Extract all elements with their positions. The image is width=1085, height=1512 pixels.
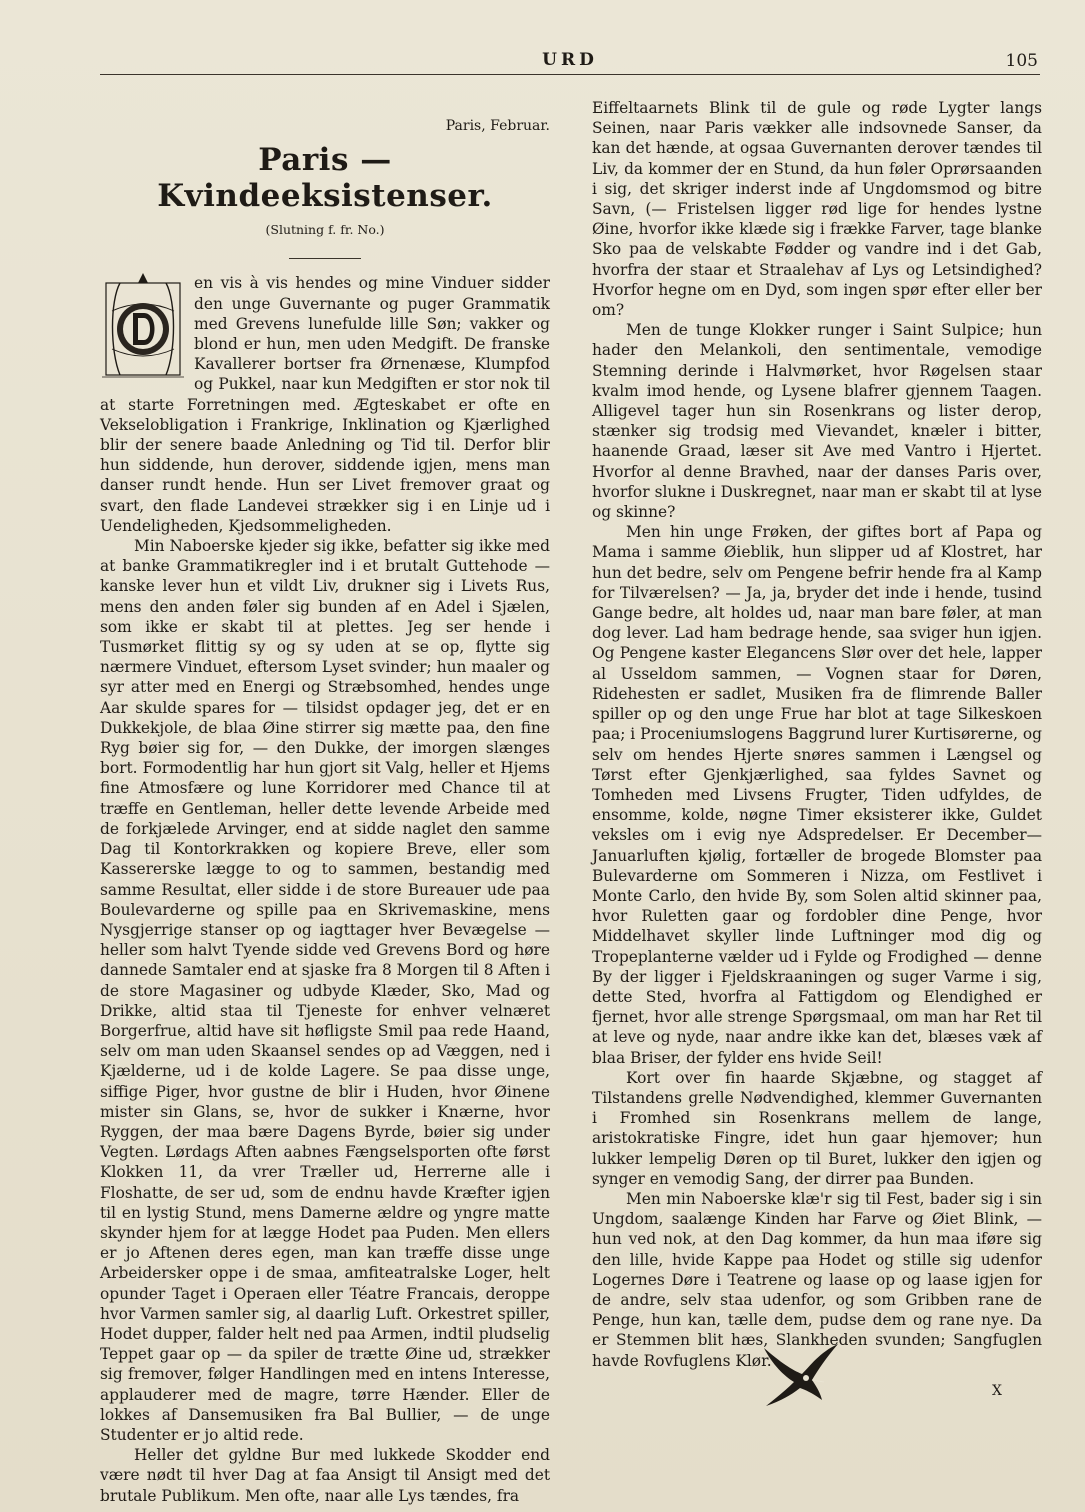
drop-cap-ornament-icon [100, 271, 186, 383]
page-number: 105 [1005, 51, 1038, 71]
journal-title: URD [542, 50, 598, 70]
ornamental-drop-cap [100, 271, 186, 383]
running-head [100, 50, 1040, 75]
article-title: Paris — Kvindeeksistenser. [157, 142, 493, 215]
swallow-vignette-icon [760, 1340, 844, 1410]
left-paragraph-2: Heller det gyldne Bur med lukkede Skodder end være nødt til hver Dag at faa Ansigt til Ansigt med det brutale Publikum. Men ofte, naar alle Lys tændes, fra [100, 1446, 550, 1505]
right-paragraph-5: Men min Naboerske klæ'r sig til Fest, bader sig i sin Ungdom, saalænge Kinden har Farve og Øiet Blink, — hun ved nok, at den Dag kommer, da hun maa iføre sig den lille, hvide Kappe paa Hodet og stille sig udenfor Logernes Døre i Teatrene og laase op og laase igjen for de andre, selv staa udenfor, og som Gribben rane de Penge, hun kan, tælle dem, pudse dem og rane nye. Da er Stemmen blit hæs, Slankheden svunden; Sangfuglen havde Rovfuglens Klør. [592, 1189, 1042, 1370]
left-column [100, 90, 550, 1506]
dateline: Paris, Februar. [445, 118, 550, 134]
left-paragraph-1: Min Naboerske kjeder sig ikke, befatter sig ikke med at banke Grammatikregler ind i et brutalt Guttehode — kanske lever hun et vildt Liv, drukner sig i Livets Rus, mens den anden føler sig bunden af en Adel i Sjælen, som ikke er skabt til at plettes. Jeg ser hende i Tusmørket flittig sy og sy uden at se op, flytte sig nærmere Vinduet, eftersom Lyset svinder; hun maaler og syr atter med en Energi og Stræbsomhed, hendes unge Aar skulde spares for — tilsidst opdager jeg, det er en Dukkekjole, de blaa Øine stirrer sig mætte paa, den fine Ryg bøier sig for, — den Dukke, der imorgen slænges bort. Formodentlig har hun gjort sit Valg, heller et Hjems fine Atmosfære og lune Korridorer med Chance til at træffe en Gentleman, heller dette levende Arbeide med de forkjælede Arvinger, end at sidde naglet den samme Dag til Kontorkrakken og kopiere Breve, eller som Kassererske lægge to og to sammen, bestandig med samme Resultat, eller sidde i de store Bureauer ude paa Boulevarderne og spille paa en Skrivemaskine, mens Nysgjerrige stanser op og iagttager hver Bevægelse — heller som halvt Tyende sidde ved Grevens Bord og høre dannede Samtaler end at sjaske fra 8 Morgen til 8 Aften i de store Magasiner og udbyde Klæder, Sko, Mad og Drikke, altid staa til Tjeneste for enhver velnæret Borgerfrue, altid have sit høfligste Smil paa rede Haand, selv om man uden Skaansel sendes op ad Væggen, ned i Kjælderne, ud i de kolde Lagere. Se paa disse unge, siffige Piger, hvor gustne de blir i Huden, hvor Øinene mister sin Glans, se, hvor de sukker i Knærne, hvor Ryggen, der maa bære Dagens Byrde, bøier sig under Vegten. Lørdags Aften aabnes Fængselsporten ofte først Klokken 11, da vrer Træller ud, Herrerne alle i Floshatte, de ser ud, som de endnu havde Kræfter igjen til en lystig Stund, mens Damerne ældre og yngre matte skynder hjem for at lægge Hodet paa Puden. Men ellers er jo Aftenen deres egen, man kan træffe disse unge Arbeidersker oppe i de smaa, amfiteatralske Loger, helt opunder Taget i Operaen eller Téatre Francais, deroppe hvor Varmen samler sig, al daarlig Luft. Orkestret spiller, Hodet dupper, falder helt ned paa Armen, indtil pludselig Teppet gaar op — da spiler de trætte Øine ud, strækker sig fremover, følger Handlingen med en intens Interesse, applauderer med de magre, tørre Hænder. Eller de lokkes af Dansemusiken fra Bal Bullier, — de unge Studenter er jo altid rede. [100, 537, 550, 1444]
opening-paragraph [100, 273, 550, 536]
title-divider [289, 258, 361, 259]
right-paragraph-3: Men hin unge Frøken, der giftes bort af Papa og Mama i samme Øieblik, hun slipper ud af Klostret, har hun det bedre, selv om Pengene befrir hende fra al Kamp for Tilværelsen? — Ja, ja, bryder det inde i hende, tusind Gange bedre, alt holdes ud, naar man bare føler, at man dog lever. Lad ham bedrage hende, saa sviger hun igjen. Og Pengene kaster Elegancens Slør over det hele, lapper al Usseldom sammen, — Vognen staar for Døren, Ridehesten er sadlet, Musiken fra de flimrende Baller spiller op og den unge Frue har blot at tage Silkeskoen paa; i Proceniumslogens Baggrund lurer Kurtisørerne, og selv om hendes Hjerte snøres sammen i Længsel og Tørst efter Gjenkjærlighed, saa fyldes Savnet og Tomheden med Livsens Frugter, Tiden udfyldes, de ensomme, kolde, nøgne Timer eksisterer ikke, Guldet veksles om i evig nye Adspredelser. Er December—Januarluften kjølig, fortæller de brogede Blomster paa Bulevarderne om Sommeren i Nizza, om Festlivet i Monte Carlo, den hvide By, som Solen altid skinner paa, hvor Ruletten gaar og fordobler dine Penge, hvor Middelhavet skyller linde Luftninger mod dig og Tropeplanterne vælder ud i Fylde og Frodighed — denne By der ligger i Fjeldskraaningen og suger Varme i sig, dette Sted, hvorfra al Fattigdom og Elendighed er fjernet, hvor alle strenge Spørgsmaal, om man har Ret til at leve og nyde, naar andre ikke kan det, blæses væk af blaa Briser, der fylder ens hvide Seil! [592, 523, 1043, 1067]
article-subtitle: (Slutning f. fr. No.) [265, 222, 385, 238]
author-signature: X [992, 1382, 1002, 1399]
right-paragraph-4: Kort over fin haarde Skjæbne, og stagget af Tilstandens grelle Nødvendighed, klemmer Guvernanten i Fromhed sin Rosenkrans mellem de lange, aristokratiske Fingre, idet hun gaar hjemover; hun lukker lempelig Døren op til Buret, lukker den igjen og synger en vemodig Sang, der dirrer paa Bunden. [592, 1068, 1042, 1188]
right-paragraph-1: Eiffeltaarnets Blink til de gule og røde Lygter langs Seinen, naar Paris vækker alle indsovnede Sanser, da kan det hænde, at ogsaa Guvernanten derover tændes til Liv, da kommer der en Stund, da hun føler Oprørsaanden i sig, det skriger inderst inde af Ungdomsmod og bitre Savn, (— Fristelsen ligger rød lige for hendes lystne Øine, hvorfor ikke klæde sig i frække Farver, tage blanke Sko paa de velskabte Fødder og vandre ind i det Gab, hvorfra der staar et Straalehav af Lys og Letsindighed? Hvorfor hegne om en Dyd, som ingen spør efter eller ber om? [592, 99, 1042, 320]
opening-text: en vis à vis hendes og mine Vinduer sidder den unge Guvernante og puger Grammatik med Grevens lunefulde lille Søn; vakker og blond er hun, men uden Medgift. De franske Kavallerer bortser fra Ørnenæse, Klumpfod og Pukkel, naar kun Medgiften er stor nok til at starte Forretningen med. Ægteskabet er ofte en Vekselobligation i Frankrige, Inklination og Kjærlighed blir der senere baade Anledning og Tid til. Derfor blir hun siddende, hun derover, siddende igjen, mens man danser rundt hende. Hun ser Livet fremover graat og svart, den flade Landevei strækker sig i en Linje ud i Uendeligheden, Kjedsommeligheden. [100, 274, 550, 535]
right-column [592, 98, 1042, 1401]
right-paragraph-2: Men de tunge Klokker runger i Saint Sulpice; hun hader den Melankoli, den sentimentale, vemodige Stemning derinde i Halvmørket, hvor Røgelsen staar kvalm imod hende, og Lysene blafrer gjennem Taagen. Alligevel tager hun sin Rosenkrans og lister derop, stænker sig trodsig med Vievandet, knæler i bitter, haanende Graad, læser sit Ave med Vantro i Hjertet. Hvorfor al denne Bravhed, naar der danses Paris over, hvorfor slukne i Duskregnet, naar man er skabt til at lyse og skinne? [592, 321, 1042, 522]
